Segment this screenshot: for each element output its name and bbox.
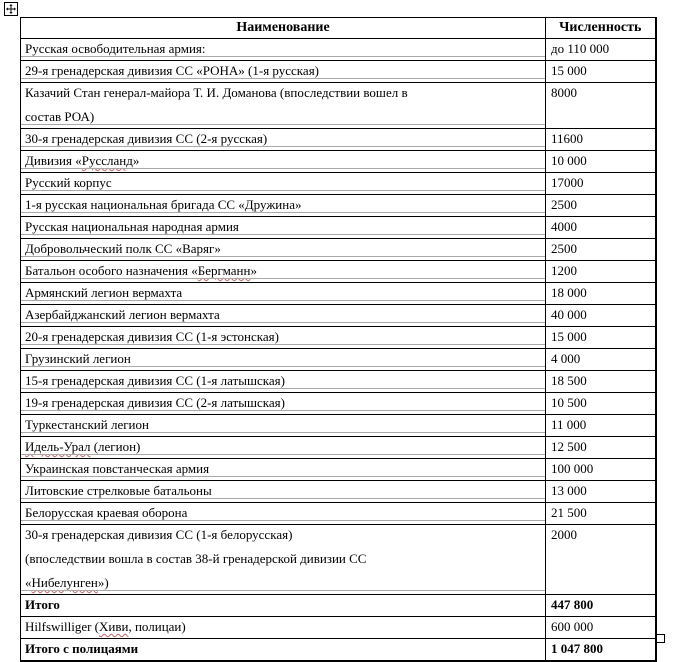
table-row bbox=[21, 371, 656, 393]
table-row bbox=[21, 283, 656, 305]
misspelled-word: Руссланд bbox=[81, 153, 133, 168]
value-cell[interactable]: 8000 bbox=[546, 83, 656, 129]
value-cell[interactable]: 11 000 bbox=[546, 415, 656, 437]
value-cell[interactable]: до 110 000 bbox=[546, 39, 656, 61]
value-cell[interactable]: 4 000 bbox=[546, 349, 656, 371]
table-row bbox=[21, 239, 656, 261]
value-cell[interactable]: 40 000 bbox=[546, 305, 656, 327]
name-cell[interactable]: Русская национальная народная армия bbox=[21, 217, 546, 239]
table-row bbox=[21, 481, 656, 503]
value-cell[interactable]: 17000 bbox=[546, 173, 656, 195]
value-cell[interactable]: 15 000 bbox=[546, 61, 656, 83]
table-row bbox=[21, 151, 656, 173]
name-cell[interactable]: Литовские стрелковые батальоны bbox=[21, 481, 546, 503]
table-row bbox=[21, 61, 656, 83]
name-cell[interactable]: Азербайджанский легион вермахта bbox=[21, 305, 546, 327]
table-header-row bbox=[21, 18, 656, 39]
units-table bbox=[20, 17, 657, 662]
value-cell[interactable]: 18 500 bbox=[546, 371, 656, 393]
table-row bbox=[21, 327, 656, 349]
value-cell[interactable]: 4000 bbox=[546, 217, 656, 239]
table-row bbox=[21, 129, 656, 151]
misspelled-word: Идель-Урал bbox=[25, 439, 91, 454]
column-header-name: Наименование bbox=[21, 18, 546, 39]
column-header-strength: Численность bbox=[546, 18, 656, 39]
table-resize-handle[interactable] bbox=[656, 634, 665, 643]
name-cell[interactable]: Итого bbox=[21, 595, 546, 617]
name-cell[interactable]: 30-я гренадерская дивизия СС (1-я белорусская) (впоследствии вошла в состав 38-й гренадерской дивизии СС «Нибелунген») bbox=[21, 525, 546, 595]
value-cell[interactable]: 15 000 bbox=[546, 327, 656, 349]
name-cell[interactable]: Украинская повстанческая армия bbox=[21, 459, 546, 481]
value-cell[interactable]: 2500 bbox=[546, 239, 656, 261]
value-cell[interactable]: 100 000 bbox=[546, 459, 656, 481]
table-row bbox=[21, 349, 656, 371]
name-cell[interactable]: Идель-Урал (легион) bbox=[21, 437, 546, 459]
name-cell[interactable]: Hilfswilliger (Хиви, полицаи) bbox=[21, 617, 546, 639]
value-cell[interactable]: 18 000 bbox=[546, 283, 656, 305]
table-row bbox=[21, 261, 656, 283]
table-row bbox=[21, 195, 656, 217]
name-cell[interactable]: 1-я русская национальная бригада СС «Дружина» bbox=[21, 195, 546, 217]
table-row bbox=[21, 173, 656, 195]
table-row bbox=[21, 217, 656, 239]
name-cell[interactable]: 15-я гренадерская дивизия СС (1-я латышская) bbox=[21, 371, 546, 393]
value-cell[interactable]: 11600 bbox=[546, 129, 656, 151]
value-cell[interactable]: 10 000 bbox=[546, 151, 656, 173]
value-cell[interactable]: 10 500 bbox=[546, 393, 656, 415]
table-row bbox=[21, 437, 656, 459]
value-cell[interactable]: 2000 bbox=[546, 525, 656, 595]
table-row bbox=[21, 415, 656, 437]
move-icon bbox=[6, 4, 16, 14]
value-cell[interactable]: 21 500 bbox=[546, 503, 656, 525]
table-row-grand-total bbox=[21, 639, 656, 662]
value-cell[interactable]: 12 500 bbox=[546, 437, 656, 459]
name-cell[interactable]: Дивизия «Руссланд» bbox=[21, 151, 546, 173]
misspelled-word: Бергманн bbox=[197, 263, 251, 278]
value-cell[interactable]: 13 000 bbox=[546, 481, 656, 503]
table-row bbox=[21, 459, 656, 481]
name-cell[interactable]: Казачий Стан генерал-майора Т. И. Доманова (впоследствии вошел в состав РОА) bbox=[21, 83, 546, 129]
table-row bbox=[21, 305, 656, 327]
name-cell[interactable]: Грузинский легион bbox=[21, 349, 546, 371]
name-cell[interactable]: Туркестанский легион bbox=[21, 415, 546, 437]
table-row bbox=[21, 39, 656, 61]
name-cell[interactable]: 19-я гренадерская дивизия СС (2-я латышская) bbox=[21, 393, 546, 415]
name-cell[interactable]: Белорусская краевая оборона bbox=[21, 503, 546, 525]
name-cell[interactable]: 30-я гренадерская дивизия СС (2-я русская) bbox=[21, 129, 546, 151]
name-cell[interactable]: Итого с полицаями bbox=[21, 639, 546, 662]
misspelled-word: Нибелунген bbox=[31, 575, 98, 590]
table-row bbox=[21, 525, 656, 595]
misspelled-word: Хиви bbox=[99, 619, 129, 634]
table-row bbox=[21, 617, 656, 639]
table-row bbox=[21, 83, 656, 129]
value-cell[interactable]: 2500 bbox=[546, 195, 656, 217]
value-cell[interactable]: 1 047 800 bbox=[546, 639, 656, 662]
table-row-total bbox=[21, 595, 656, 617]
table-row bbox=[21, 503, 656, 525]
name-cell[interactable]: Добровольческий полк СС «Варяг» bbox=[21, 239, 546, 261]
name-cell[interactable]: 20-я гренадерская дивизия СС (1-я эстонская) bbox=[21, 327, 546, 349]
table-row bbox=[21, 393, 656, 415]
name-cell[interactable]: Русский корпус bbox=[21, 173, 546, 195]
name-cell[interactable]: Русская освободительная армия: bbox=[21, 39, 546, 61]
name-cell[interactable]: Батальон особого назначения «Бергманн» bbox=[21, 261, 546, 283]
table-move-handle[interactable] bbox=[4, 2, 18, 16]
value-cell[interactable]: 600 000 bbox=[546, 617, 656, 639]
name-cell[interactable]: Армянский легион вермахта bbox=[21, 283, 546, 305]
value-cell[interactable]: 1200 bbox=[546, 261, 656, 283]
value-cell[interactable]: 447 800 bbox=[546, 595, 656, 617]
name-cell[interactable]: 29-я гренадерская дивизия СС «РОНА» (1-я русская) bbox=[21, 61, 546, 83]
